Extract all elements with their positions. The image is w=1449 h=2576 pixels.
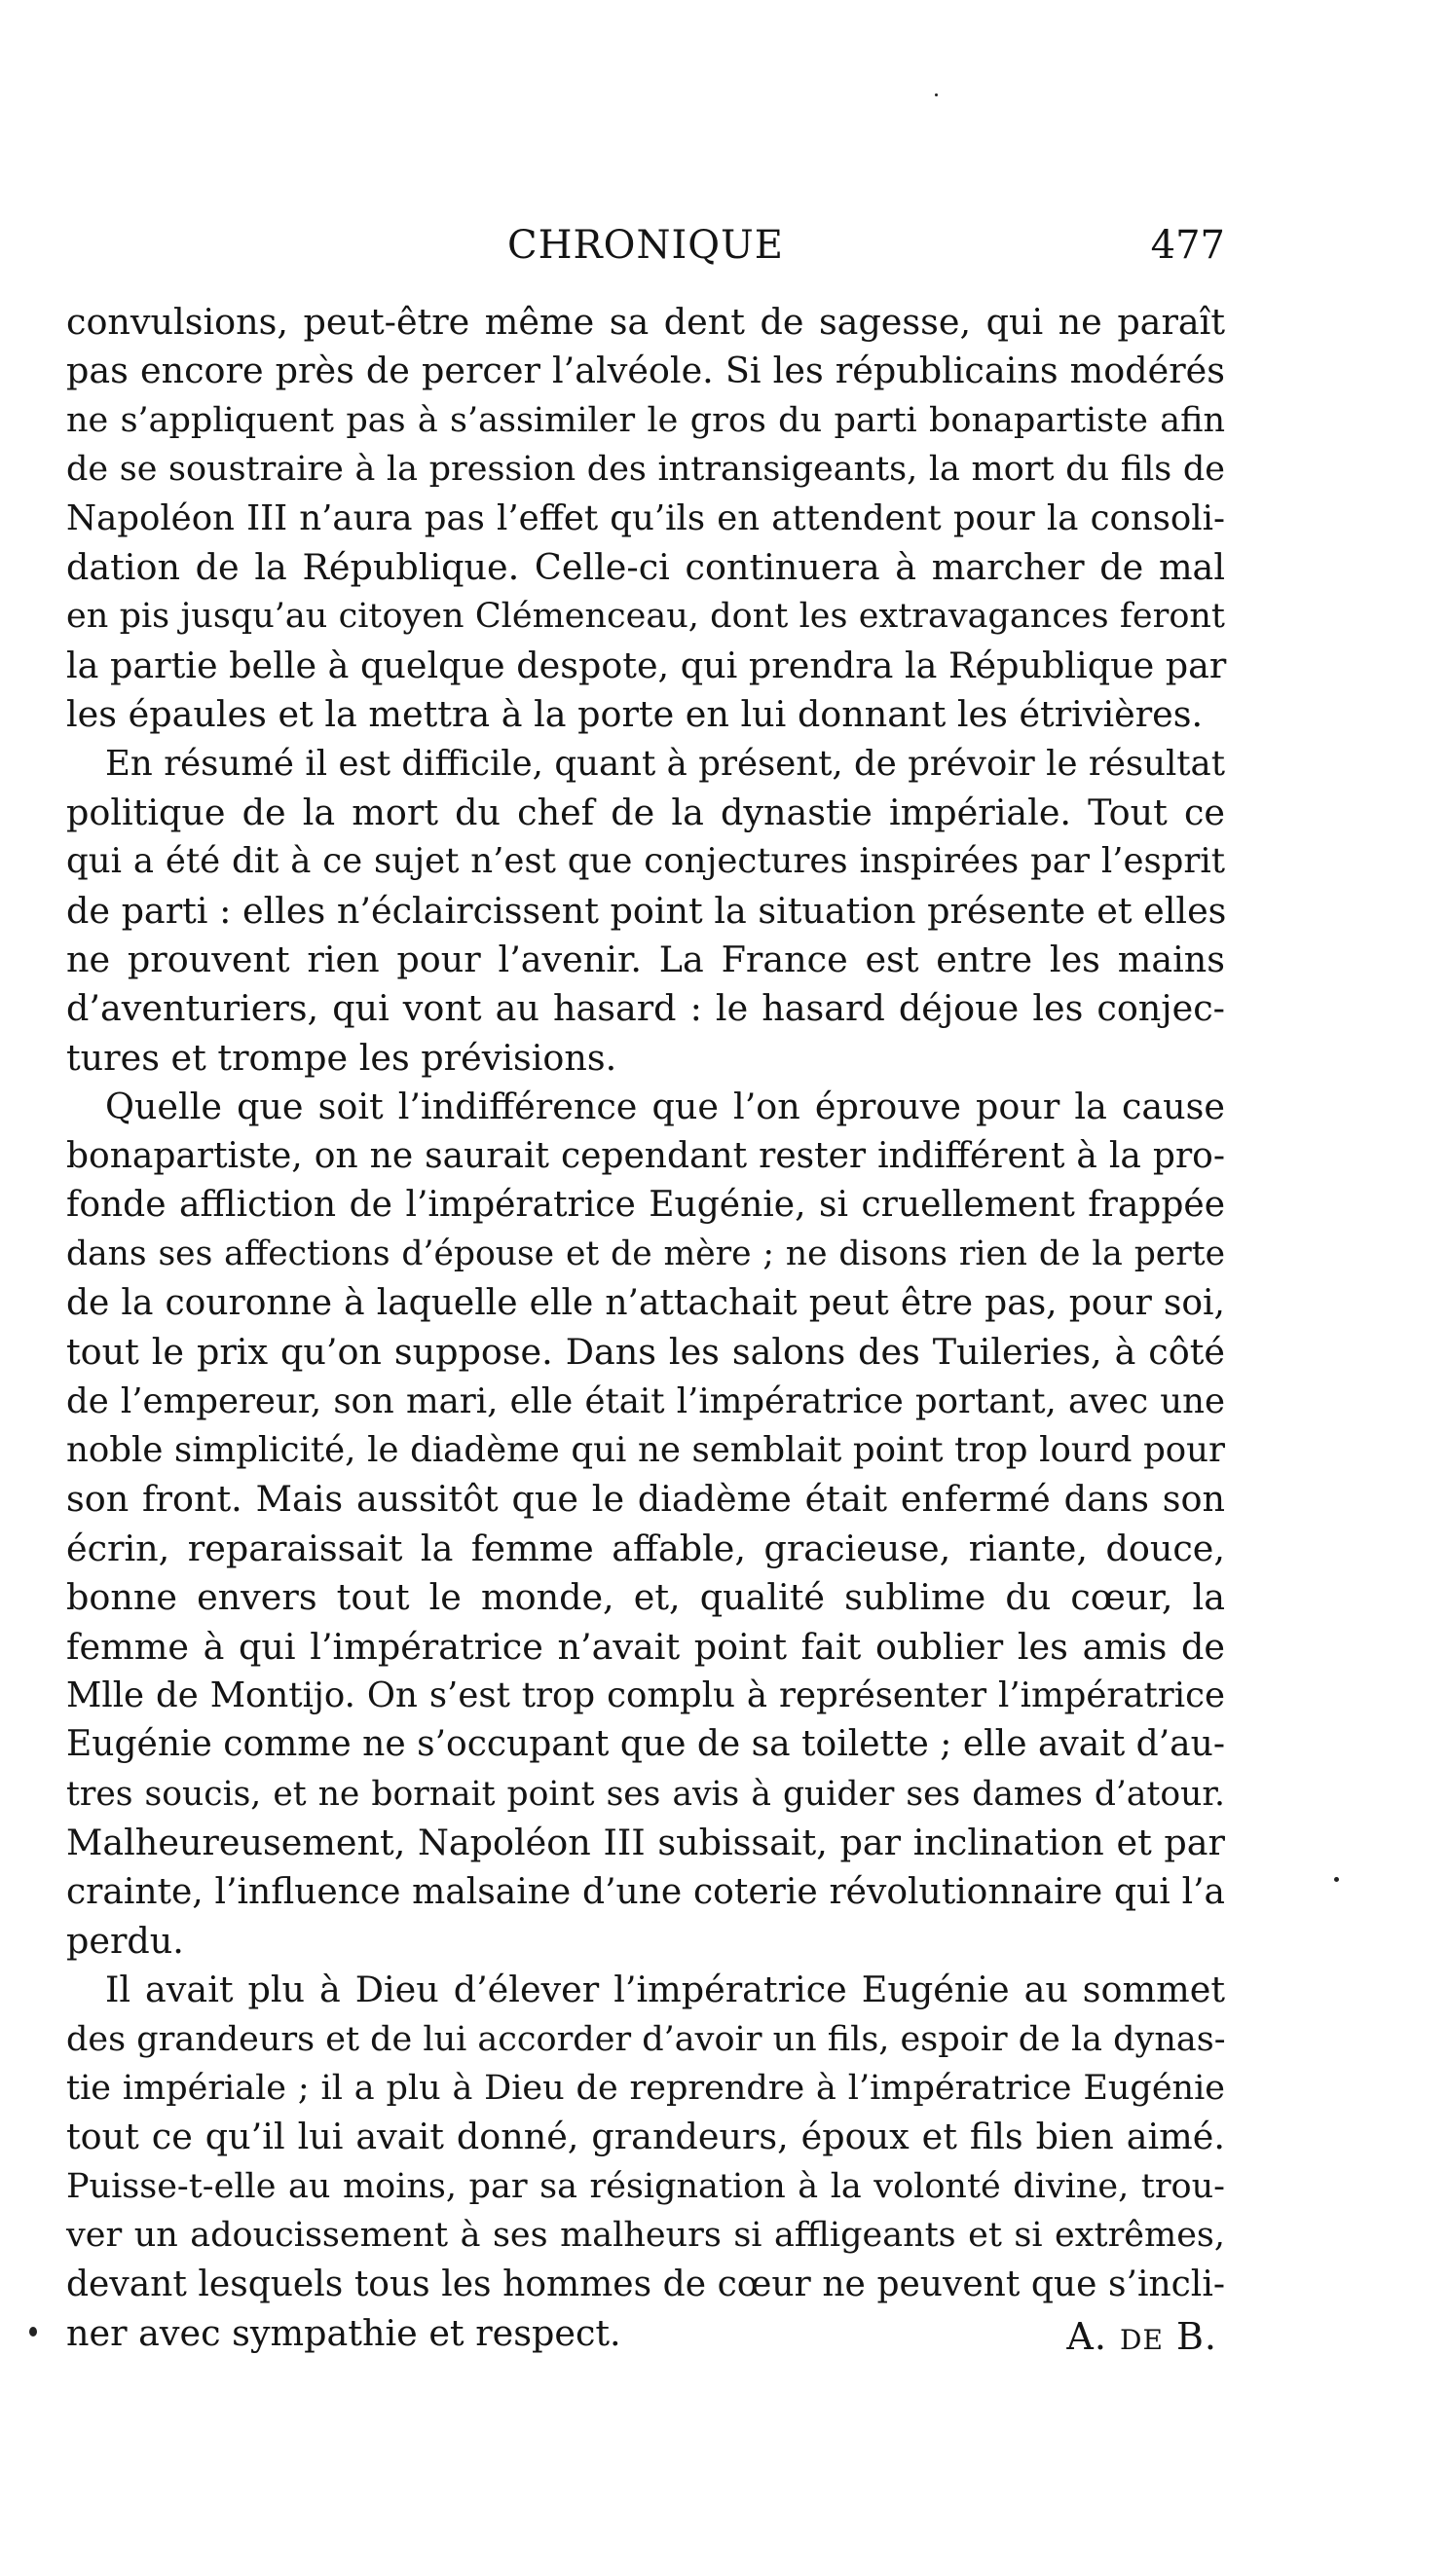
text-line: perdu. [66,1919,184,1962]
text-line: Eugénie comme ne s’occupant que de sa toilette ; elle avait d’au- [66,1724,1225,1765]
text-line: tres soucis, et ne bornait point ses avis à guider ses dames d’atour. [66,1774,1225,1814]
text-line: convulsions, peut-être même sa dent de sagesse, qui ne paraît [66,301,1225,343]
signature [1066,2307,1217,2370]
signature-surname: B. [1175,2315,1217,2358]
text-line: tie impériale ; il a plu à Dieu de reprendre à l’impératrice Eugénie [66,2069,1225,2109]
text-line: dation de la République. Celle-ci continuera à marcher de mal [66,545,1225,588]
text-line: écrin, reparaissait la femme affable, gracieuse, riante, douce, [66,1527,1225,1569]
text-line: ver un adoucissement à ses malheurs si affligeants et si extrêmes, [66,2216,1225,2256]
signature-particle: DE [1120,2324,1164,2356]
paragraph [66,1966,1225,2358]
text-line: politique de la mort du chef de la dynastie impériale. Tout ce [66,791,1225,833]
text-line: Mlle de Montijo. On s’est trop complu à représenter l’impératrice [66,1674,1225,1715]
signature-initial: A. [1066,2315,1107,2358]
text-line: des grandeurs et de lui accorder d’avoir un fils, espoir de la dynas- [66,2019,1226,2059]
text-line: Puisse-t-elle au moins, par sa résignation à la volonté divine, trou- [66,2166,1225,2206]
text-line: la partie belle à quelque despote, qui prendra la République par [66,644,1227,686]
text-line: devant lesquels tous les hommes de cœur ne peuvent que s’incli- [66,2263,1225,2304]
ink-speck [1334,1877,1339,1882]
text-line: noble simplicité, le diadème qui ne semblait point trop lourd pour [66,1429,1225,1470]
text-line: ne prouvent rien pour l’avenir. La France est entre les mains [66,938,1225,981]
ink-speck [935,93,938,96]
text-line: de se soustraire à la pression des intransigeants, la mort du fils de [66,450,1225,490]
text-line: de parti : elles n’éclaircissent point la situation présente et elles [66,889,1227,932]
text-line: Quelle que soit l’indifférence que l’on éprouve pour la cause [105,1086,1225,1128]
text-line: bonne envers tout le monde, et, qualité sublime du cœur, la [66,1576,1225,1619]
text-line: d’aventuriers, qui vont au hasard : le hasard déjoue les conjec- [66,987,1225,1030]
text-line: crainte, l’influence malsaine d’une coterie révolutionnaire qui l’a [66,1871,1225,1912]
text-line: ner avec sympathie et respect. [66,2312,621,2355]
paragraph [66,298,1225,740]
text-line: fonde affliction de l’impératrice Eugénie, si cruellement frappée [66,1185,1225,1226]
text-line: bonapartiste, on ne saurait cependant rester indifférent à la pro- [66,1135,1225,1176]
text-line: tout ce qu’il lui avait donné, grandeurs, époux et fils bien aimé. [66,2116,1225,2158]
text-line: de l’empereur, son mari, elle était l’impératrice portant, avec une [66,1380,1225,1421]
page-number: 477 [1150,223,1225,268]
text-line: qui a été dit à ce sujet n’est que conjectures inspirées par l’esprit [66,841,1225,882]
text-line: son front. Mais aussitôt que le diadème était enfermé dans son [66,1478,1225,1521]
text-line: ne s’appliquent pas à s’assimiler le gros du parti bonapartiste afin [66,400,1225,440]
text-line: de la couronne à laquelle elle n’attachait peut être pas, pour soi, [66,1282,1225,1323]
text-line: tures et trompe les prévisions. [66,1036,617,1079]
running-head [66,216,1225,275]
text-line: en pis jusqu’au citoyen Clémenceau, dont les extravagances feront [66,597,1225,637]
text-line: les épaules et la mettra à la porte en lui donnant les étrivières. [66,693,1204,736]
text-line: pas encore près de percer l’alvéole. Si les républicains modérés [66,350,1225,392]
text-line: femme à qui l’impératrice n’avait point fait oublier les amis de [66,1625,1225,1668]
paragraph [66,740,1225,1084]
text-line: Napoléon III n’aura pas l’effet qu’ils en attendent pour la consoli- [66,497,1225,538]
text-line: Malheureusement, Napoléon III subissait, par inclination et par [66,1822,1225,1864]
text-line: dans ses affections d’épouse et de mère ; ne disons rien de la perte [66,1234,1225,1274]
body-text [66,298,1225,2358]
text-line: Il avait plu à Dieu d’élever l’impératrice Eugénie au sommet [105,1969,1225,2011]
text-line: En résumé il est difficile, quant à présent, de prévoir le résultat [105,743,1225,784]
running-title: CHRONIQUE [507,223,784,268]
text-line: tout le prix qu’on suppose. Dans les salons des Tuileries, à côté [66,1331,1225,1374]
ink-speck [29,2327,37,2337]
paragraph [66,1083,1225,1966]
